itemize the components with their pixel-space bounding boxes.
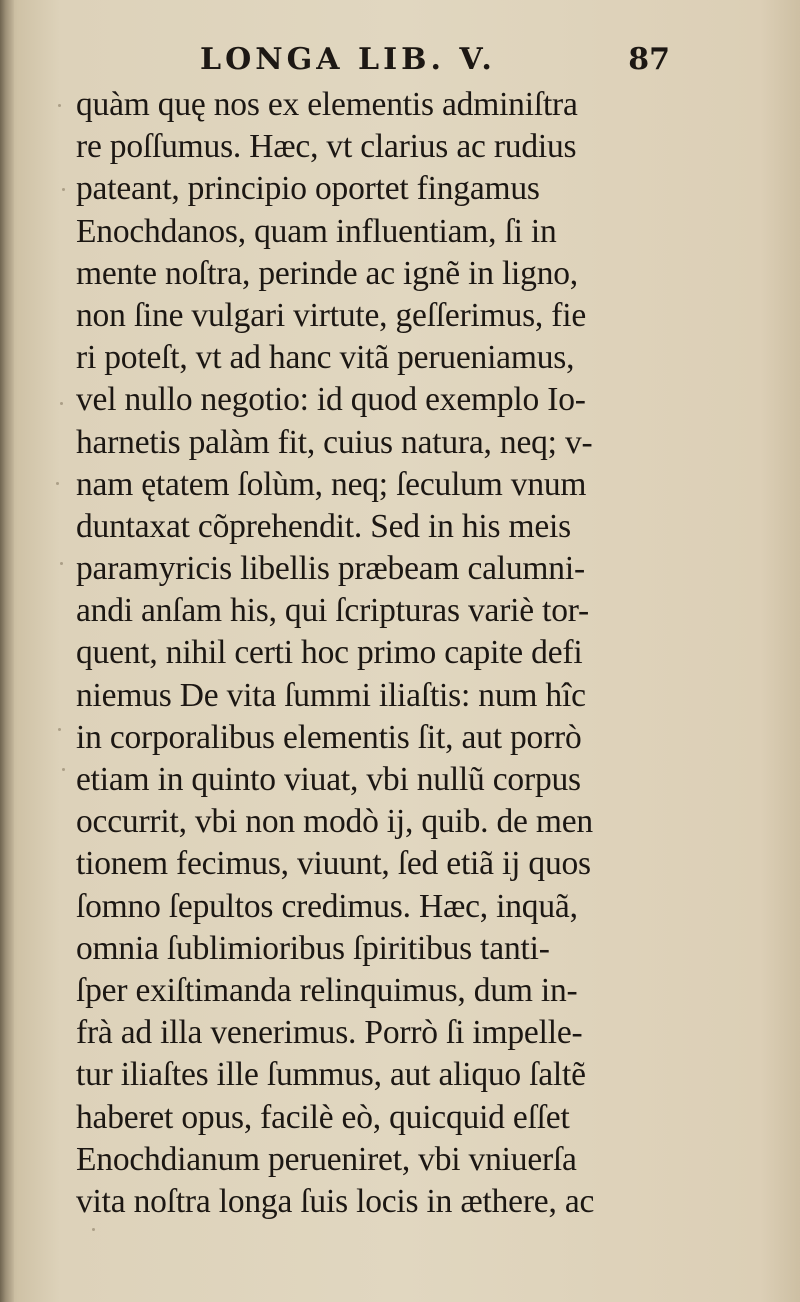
text-line: ſomno ſepultos credimus. Hæc, inquã, xyxy=(76,887,578,925)
ink-speck xyxy=(92,1228,95,1231)
text-line: nam ętatem ſolùm, neq; ſeculum vnum xyxy=(76,465,587,503)
text-line: vel nullo negotio: id quod exemplo Io- xyxy=(76,381,586,419)
page-number: 87 xyxy=(628,42,670,77)
ink-speck xyxy=(60,562,63,565)
text-line: occurrit, vbi non modò ij, quib. de men xyxy=(76,803,593,841)
text-line: pateant, principio oportet fingamus xyxy=(76,170,540,208)
ink-speck xyxy=(62,768,65,771)
text-line: in corporalibus elementis ſit, aut porrò xyxy=(76,718,582,756)
text-line: etiam in quinto viuat, vbi nullũ corpus xyxy=(76,761,581,798)
ink-speck xyxy=(60,402,63,405)
text-line: duntaxat cõprehendit. Sed in his meis xyxy=(76,507,572,545)
text-line: ſper exiſtimanda relinquimus, dum in- xyxy=(76,971,578,1009)
ink-speck xyxy=(58,728,61,731)
text-line: harnetis palàm fit, cuius natura, neq; v- xyxy=(76,423,593,461)
text-line: andi anſam his, qui ſcripturas variè tor- xyxy=(76,592,590,630)
text-line: omnia ſublimioribus ſpiritibus tanti- xyxy=(76,929,550,967)
text-line: quàm quę nos ex elementis adminiſtra xyxy=(76,86,578,123)
binding-edge xyxy=(0,0,14,1302)
text-line: tur iliaſtes ille ſummus, aut aliquo ſaltẽ xyxy=(76,1056,586,1094)
running-title: LONGA LIB. V. xyxy=(200,42,496,77)
text-line: paramyricis libellis præbeam calumni- xyxy=(76,550,585,588)
ink-speck xyxy=(62,188,65,191)
text-line: Enochdanos, quam influentiam, ſi in xyxy=(76,212,557,250)
text-line: vita noſtra longa ſuis locis in æthere, ac xyxy=(76,1182,595,1220)
text-line: Enochdianum perueniret, vbi vniuerſa xyxy=(76,1140,577,1178)
text-line: non ſine vulgari virtute, geſſerimus, fie xyxy=(76,296,586,334)
text-line: mente noſtra, perinde ac ignẽ in ligno, xyxy=(76,254,578,292)
text-line: haberet opus, facilè eò, quicquid eſſet xyxy=(76,1098,570,1136)
text-line: frà ad illa venerimus. Porrò ſi impelle- xyxy=(76,1014,583,1052)
text-line: re poſſumus. Hæc, vt clarius ac rudius xyxy=(76,128,577,166)
ink-speck xyxy=(56,482,59,485)
ink-speck xyxy=(58,104,61,107)
text-line: quent, nihil certi hoc primo capite defi xyxy=(76,634,583,672)
body-text xyxy=(76,84,676,1223)
text-line: ri poteſt, vt ad hanc vitã perueniamus, xyxy=(76,339,575,377)
text-line: tionem fecimus, viuunt, ſed etiã ij quos xyxy=(76,845,591,883)
text-line: niemus De vita ſummi iliaſtis: num hîc xyxy=(76,676,586,714)
page-header xyxy=(200,42,670,88)
